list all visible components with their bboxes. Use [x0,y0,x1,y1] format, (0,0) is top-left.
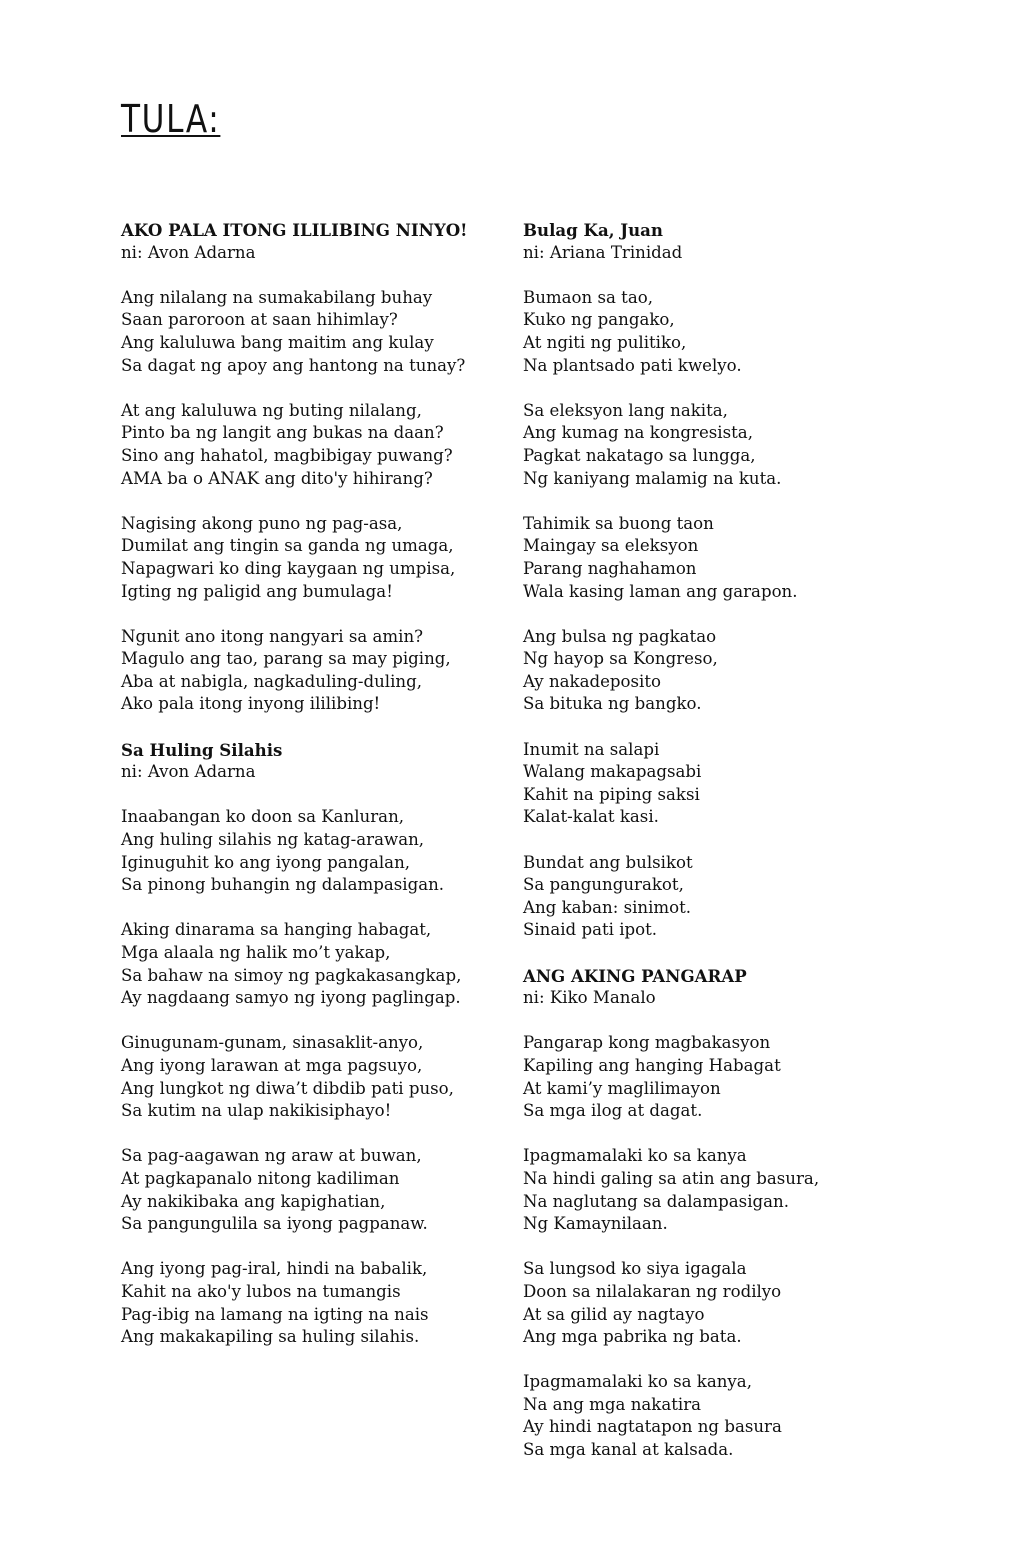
poem-line: Walang makapagsabi [523,762,702,782]
poem-line: Aba at nabigla, nagkaduling-duling, [121,671,422,691]
poem-line: Pangarap kong magbakasyon [523,1033,771,1053]
poem-line: Sa dagat ng apoy ang hantong na tunay? [121,355,466,375]
poem-line: Kalat-kalat kasi. [523,807,659,827]
poem-line: Pagkat nakatago sa lungga, [523,445,756,465]
poem-stanza [121,1145,506,1235]
poem-block [523,219,893,942]
poem-line: Sinaid pati ipot. [523,920,658,940]
poem-line: Ang kaluluwa bang maitim ang kulay [121,332,434,352]
poem-line: Bundat ang bulsikot [523,852,693,872]
poem-stanza [121,287,506,377]
poem-line: Kapiling ang hanging Habagat [523,1055,781,1075]
poem-line: Ang huling silahis ng katag-arawan, [121,830,425,850]
poem-stanza [121,513,506,603]
poem-line: Sa kutim na ulap nakikisiphayo! [121,1101,392,1121]
poem-line: Ay nagdaang samyo ng iyong paglingap. [121,988,461,1008]
poem-line: Igting ng paligid ang bumulaga! [121,581,393,601]
poem-line: At sa gilid ay nagtayo [523,1304,705,1324]
poem-line: Ay hindi nagtatapon ng basura [523,1417,782,1437]
poem-stanza [121,806,506,896]
poem-line: Parang naghahamon [523,558,697,578]
poem-line: At ang kaluluwa ng buting nilalang, [121,400,422,420]
poem-line: Inaabangan ko doon sa Kanluran, [121,807,405,827]
left-column [121,219,506,1371]
poem-line: Kahit na piping saksi [523,784,700,804]
poem-block [523,965,893,1462]
poem-author: ni: Kiko Manalo [523,988,656,1008]
poem-stanza [523,513,893,603]
poem-line: Saan paroroon at saan hihimlay? [121,310,398,330]
poem-line: Ang iyong pag-iral, hindi na babalik, [121,1259,428,1279]
poem-line: Na plantsado pati kwelyo. [523,355,742,375]
poem-line: Ipagmamalaki ko sa kanya, [523,1372,752,1392]
poem-line: Sa pangungurakot, [523,875,684,895]
poem-line: Ang makakapiling sa huling silahis. [121,1327,420,1347]
page-title: TULA: [121,97,221,141]
poem-stanza [121,919,506,1009]
poem-line: Ay nakadeposito [523,671,662,691]
poem-title: ANG AKING PANGARAP [523,965,747,986]
poem-line: Doon sa nilalakaran ng rodilyo [523,1281,782,1301]
poem-stanza [523,1258,893,1348]
poem-line: Sa pinong buhangin ng dalampasigan. [121,875,445,895]
poem-line: Ay nakikibaka ang kapighatian, [121,1191,386,1211]
poem-stanza [523,1145,893,1235]
poem-title: Sa Huling Silahis [121,739,283,760]
poem-stanza [523,739,893,829]
poem-line: Na ang mga nakatira [523,1394,702,1414]
poem-line: Na hindi galing sa atin ang basura, [523,1168,820,1188]
poem-line: Magulo ang tao, parang sa may piging, [121,649,451,669]
poem-line: AMA ba o ANAK ang dito'y hihirang? [121,468,433,488]
poem-line: Ang kaban: sinimot. [523,897,692,917]
poem-line: Pinto ba ng langit ang bukas na daan? [121,423,444,443]
poem-line: Ipagmamalaki ko sa kanya [523,1146,747,1166]
poem-line: Sa mga ilog at dagat. [523,1101,703,1121]
poem-line: At pagkapanalo nitong kadiliman [121,1168,400,1188]
poem-stanza [121,1258,506,1348]
poem-line: Ang mga pabrika ng bata. [523,1327,742,1347]
poem-line: Sino ang hahatol, magbibigay puwang? [121,445,453,465]
poem-line: Pag-ibig na lamang na igting na nais [121,1304,429,1324]
poem-line: Ng kaniyang malamig na kuta. [523,468,782,488]
poem-line: Aking dinarama sa hanging habagat, [121,920,432,940]
poem-line: Sa bahaw na simoy ng pagkakasangkap, [121,965,462,985]
poem-block [121,219,506,716]
right-column [523,219,893,1484]
poem-stanza [523,287,893,377]
poem-line: Sa lungsod ko siya igagala [523,1259,747,1279]
poem-stanza [523,1032,893,1122]
poem-stanza [121,1032,506,1122]
poem-stanza [121,626,506,716]
poem-line: Sa bituka ng bangko. [523,694,702,714]
poem-line: Iginuguhit ko ang iyong pangalan, [121,852,411,872]
poem-line: Tahimik sa buong taon [523,513,714,533]
poem-line: Kahit na ako'y lubos na tumangis [121,1281,401,1301]
poem-title: Bulag Ka, Juan [523,220,663,240]
poem-line: Ginugunam-gunam, sinasaklit-anyo, [121,1033,424,1053]
poem-stanza [523,1371,893,1461]
poem-author: ni: Avon Adarna [121,762,256,782]
poem-line: Ako pala itong inyong ililibing! [121,694,381,714]
poem-line: Sa mga kanal at kalsada. [523,1440,734,1460]
poem-line: Ngunit ano itong nangyari sa amin? [121,626,424,646]
poem-author: ni: Avon Adarna [121,242,256,262]
poem-line: At ngiti ng pulitiko, [523,332,687,352]
poem-line: Napagwari ko ding kaygaan ng umpisa, [121,558,456,578]
poem-stanza [523,626,893,716]
poem-line: Ang nilalang na sumakabilang buhay [121,287,433,307]
poem-line: Na naglutang sa dalampasigan. [523,1191,789,1211]
poem-line: At kami’y maglilimayon [523,1078,721,1098]
poem-line: Ang iyong larawan at mga pagsuyo, [121,1055,423,1075]
poem-block [121,739,506,1349]
poem-title: AKO PALA ITONG ILILIBING NINYO! [121,220,468,240]
poem-line: Ng hayop sa Kongreso, [523,649,718,669]
poem-line: Sa eleksyon lang nakita, [523,400,728,420]
poem-line: Mga alaala ng halik mo’t yakap, [121,943,391,962]
poem-line: Ng Kamaynilaan. [523,1214,668,1234]
poem-line: Sa pangungulila sa iyong pagpanaw. [121,1214,428,1234]
poem-stanza [523,400,893,490]
poem-line: Inumit na salapi [523,739,660,759]
poem-line: Bumaon sa tao, [523,287,653,307]
poem-line: Kuko ng pangako, [523,310,675,330]
poem-line: Wala kasing laman ang garapon. [523,581,798,601]
poem-line: Ang kumag na kongresista, [523,423,753,443]
poem-author: ni: Ariana Trinidad [523,242,683,262]
poem-line: Nagising akong puno ng pag-asa, [121,513,403,533]
poem-line: Sa pag-aagawan ng araw at buwan, [121,1146,422,1166]
poem-line: Maingay sa eleksyon [523,536,699,556]
poem-line: Ang lungkot ng diwa’t dibdib pati puso, [121,1078,454,1098]
poem-stanza [523,852,893,942]
poem-line: Dumilat ang tingin sa ganda ng umaga, [121,536,454,556]
poem-stanza [121,400,506,490]
poem-line: Ang bulsa ng pagkatao [523,626,717,646]
